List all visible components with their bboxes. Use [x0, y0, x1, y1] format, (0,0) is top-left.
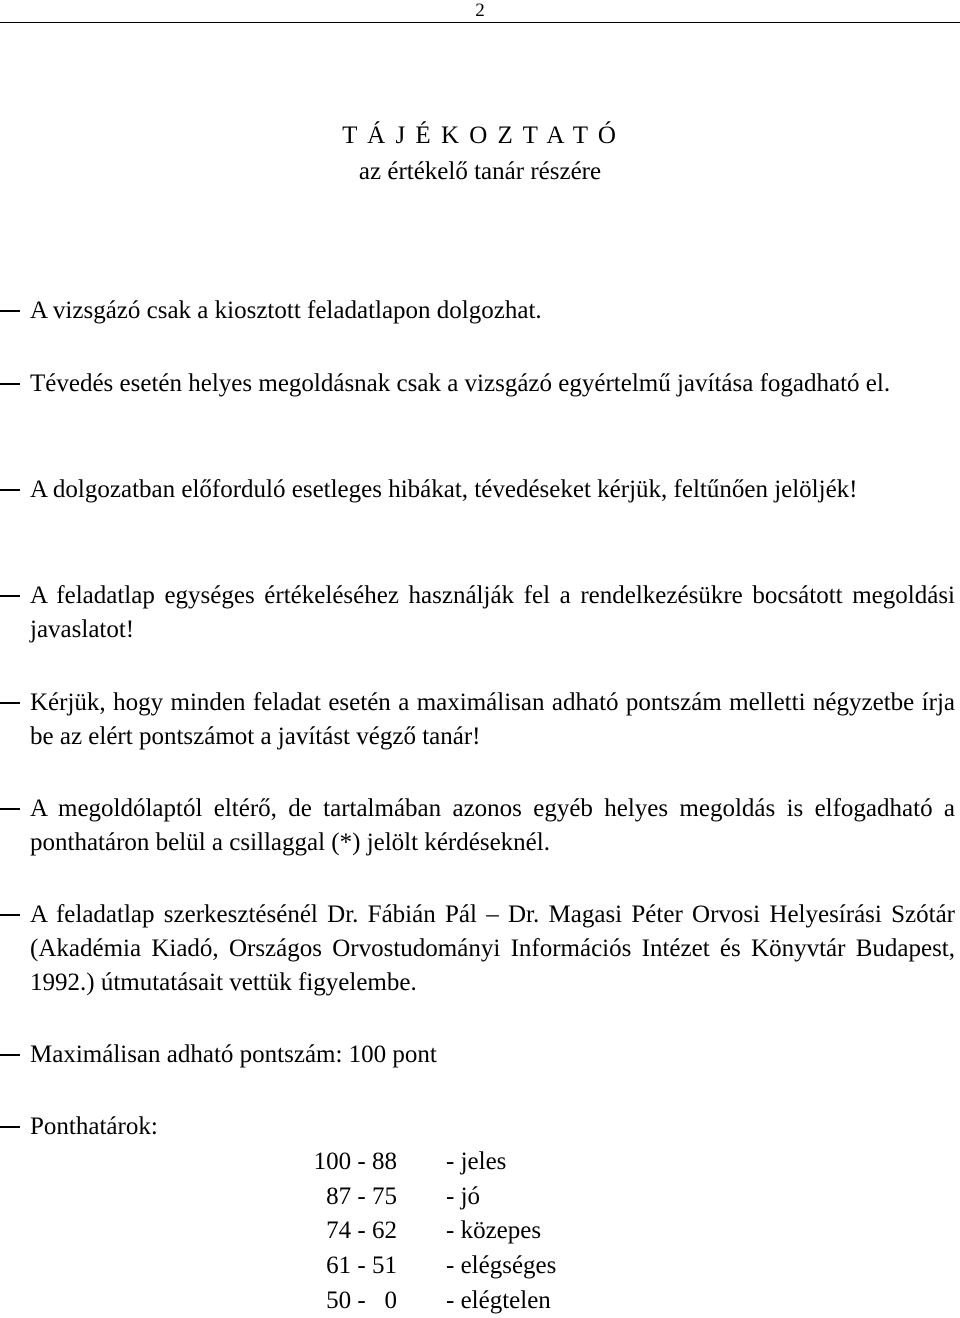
list-item-text: A dolgozatban előforduló esetleges hibákat, tévedéseket kérjük, feltűnően jelöljék!	[30, 476, 858, 503]
list-item	[30, 898, 955, 1000]
dash-bullet	[0, 489, 20, 491]
grade-row	[0, 1249, 960, 1284]
document-title: T Á J É K O Z T A T Ó	[342, 122, 618, 149]
grade-range: 100 - 88	[313, 1148, 397, 1175]
list-item	[30, 792, 955, 860]
grade-row	[0, 1180, 960, 1215]
grade-row	[0, 1284, 960, 1318]
dash-bullet	[0, 595, 20, 597]
list-item-text: Maximálisan adható pontszám: 100 pont	[30, 1041, 437, 1068]
grade-label: - jeles	[446, 1148, 507, 1175]
dash-bullet	[0, 808, 20, 810]
document-subtitle: az értékelő tanár részére	[358, 158, 602, 185]
list-item	[30, 1110, 955, 1144]
dash-bullet	[0, 702, 20, 704]
grade-row	[0, 1145, 960, 1180]
grade-table	[0, 1145, 960, 1318]
list-item	[30, 579, 955, 647]
list-item-text: A feladatlap egységes értékeléséhez használják fel a rendelkezésükre bocsátott megoldási javaslatot!	[30, 582, 955, 643]
grade-label: - elégtelen	[446, 1286, 551, 1314]
list-item-text: Tévedés esetén helyes megoldásnak csak a vizsgázó egyértelmű javítása fogadható el.	[30, 370, 891, 397]
grade-label: - jó	[446, 1182, 481, 1210]
grade-label: - közepes	[446, 1217, 542, 1245]
list-item	[30, 367, 955, 401]
list-item	[30, 1038, 955, 1072]
title-block	[0, 118, 960, 190]
grade-label: - elégséges	[446, 1252, 557, 1280]
list-item-text: A vizsgázó csak a kiosztott feladatlapon dolgozhat.	[30, 297, 542, 324]
dash-bullet	[0, 1054, 20, 1056]
grade-row	[0, 1214, 960, 1249]
grade-range: 74 - 62	[326, 1217, 397, 1245]
header-rule	[0, 22, 960, 23]
list-item-text: A feladatlap szerkesztésénél Dr. Fábián Pál – Dr. Magasi Péter Orvosi Helyesírási Szótár (Akadémia Kiadó, Országos Orvostudományi Információs Intézet és Könyvtár Budapest, 1992.) útmutatásait vettük figyelembe.	[30, 901, 955, 996]
grade-range: 61 - 51	[326, 1252, 397, 1280]
list-item	[30, 294, 955, 328]
dash-bullet	[0, 1126, 20, 1128]
dash-bullet	[0, 310, 20, 312]
dash-bullet	[0, 383, 20, 385]
list-item	[30, 686, 955, 754]
grade-range: 50 - 0	[326, 1286, 397, 1314]
list-item-text: Kérjük, hogy minden feladat esetén a maximálisan adható pontszám melletti négyzetbe írja be az elért pontszámot a javítást végző tanár!	[30, 689, 955, 750]
list-item	[30, 473, 955, 507]
dash-bullet	[0, 914, 20, 916]
list-item-text: Ponthatárok:	[30, 1113, 158, 1140]
grade-range: 87 - 75	[326, 1182, 397, 1210]
page-number: 2	[475, 0, 485, 21]
list-item-text: A megoldólaptól eltérő, de tartalmában azonos egyéb helyes megoldás is elfogadható a ponthatáron belül a csillaggal (*) jelölt kérdéseknél.	[30, 795, 955, 856]
